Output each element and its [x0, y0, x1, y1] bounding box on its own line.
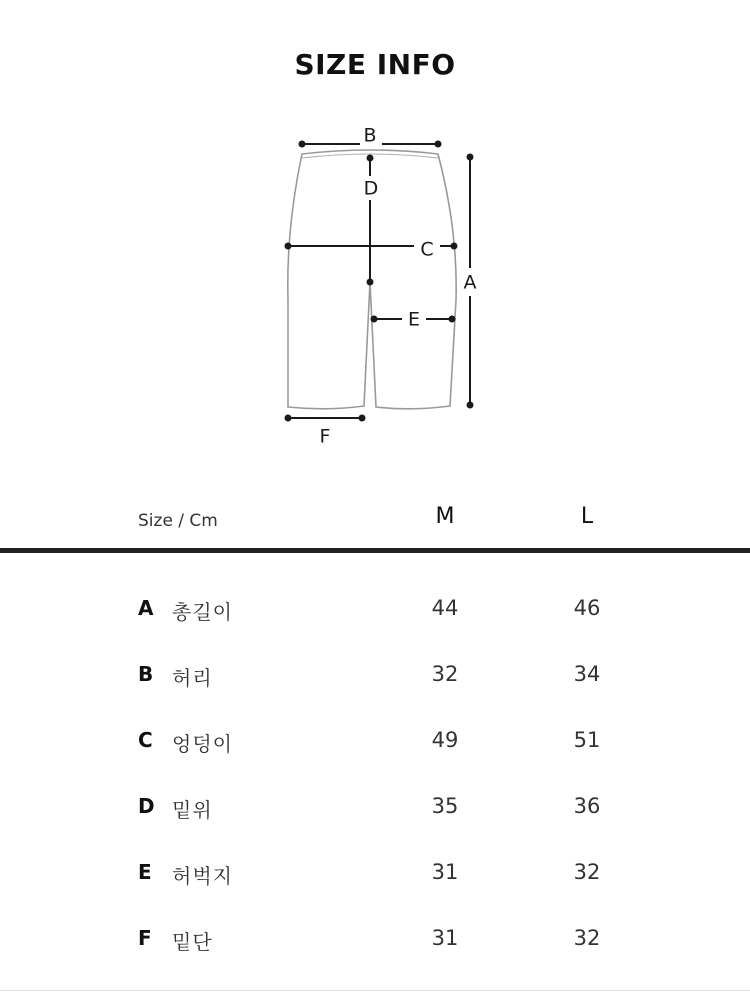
row-name: 밑단 [172, 930, 213, 954]
size-unit-label: Size / Cm [138, 511, 218, 531]
value-m: 44 [431, 596, 459, 620]
value-l: 51 [573, 728, 601, 752]
row-code: E [138, 860, 152, 884]
value-l: 46 [573, 596, 601, 620]
table-header [0, 500, 750, 540]
row-name: 밑위 [172, 798, 213, 822]
row-code: A [138, 596, 154, 620]
row-code: D [138, 794, 155, 818]
table-row [0, 656, 750, 696]
value-l: 36 [573, 794, 601, 818]
row-name: 총길이 [172, 600, 233, 624]
bottom-divider [0, 990, 750, 991]
value-m: 32 [431, 662, 459, 686]
header-divider [0, 548, 750, 553]
value-m: 31 [431, 926, 459, 950]
value-m: 49 [431, 728, 459, 752]
label-c: C [420, 238, 434, 261]
label-d: D [363, 177, 379, 200]
row-code: B [138, 662, 154, 686]
table-row [0, 788, 750, 828]
label-e: E [407, 308, 421, 331]
row-code: F [138, 926, 152, 950]
row-name: 허리 [172, 666, 213, 690]
table-row [0, 920, 750, 960]
value-m: 35 [431, 794, 459, 818]
row-name: 허벅지 [172, 864, 233, 888]
page-title: SIZE INFO [294, 48, 456, 81]
label-a: A [463, 271, 477, 294]
column-header-m: M [435, 504, 455, 529]
value-m: 31 [431, 860, 459, 884]
table-row [0, 854, 750, 894]
value-l: 32 [573, 860, 601, 884]
table-row [0, 590, 750, 630]
value-l: 32 [573, 926, 601, 950]
column-header-l: L [580, 504, 594, 529]
row-name: 엉덩이 [172, 732, 233, 756]
measure-line-d [367, 155, 374, 286]
table-row [0, 722, 750, 762]
measure-line-f [285, 415, 366, 422]
row-code: C [138, 728, 153, 752]
value-l: 34 [573, 662, 601, 686]
label-b: B [363, 124, 377, 147]
shorts-measurement-diagram [0, 0, 750, 460]
label-f: F [319, 425, 331, 448]
